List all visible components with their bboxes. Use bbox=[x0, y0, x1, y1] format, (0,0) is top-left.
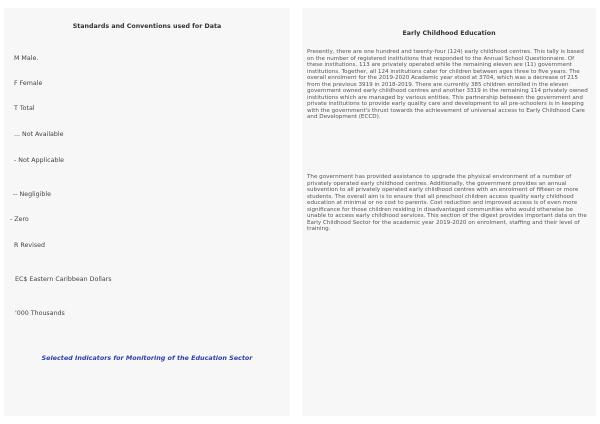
early-childhood-title: Early Childhood Education bbox=[402, 30, 496, 37]
abbr-not-available: ... Not Available bbox=[14, 131, 64, 138]
selected-indicators-link[interactable]: Selected Indicators for Monitoring of the Education Sector bbox=[41, 354, 253, 362]
standards-panel bbox=[4, 8, 290, 416]
paragraph-government-assistance: The government has provided assistance to upgrade the physical environment of a number of privately operated early childhood centres. Additionally, the government provides an annual subvention to all privately operated early childhood centres with an enrolment of fifteen or more students. The overall aim is to ensure that all preschool children access quality early childhood education at minimal or no cost to parents. Cost reduction and improved access is of even more significance for those children residing in disadvantaged communities who would otherwise be unable to access early childhood services. This section of the digest provides important data on the Early Childhood Sector for the academic year 2019-2020 on enrolment, staffing and their level of training. bbox=[307, 174, 587, 233]
abbr-total: T Total bbox=[14, 105, 35, 112]
early-childhood-panel bbox=[302, 8, 596, 416]
abbr-revised: R Revised bbox=[14, 242, 45, 249]
paragraph-enrolment: Presently, there are one hundred and twenty-four (124) early childhood centres. This tally is based on the number of registered institutions that responded to the Annual School Questionnaire. Of these institutions, 113 are privately operated while the remaining eleven are (11) government institutions. Together, all 124 institutions cater for children between ages three to five years. The overall enrolment for the 2019-2020 Academic year stood at 3704, which was a decrease of 215 from the previous 3919 in 2018-2019. There are currently 385 children enrolled in the eleven government owned early childhood centres and another 3319 in the remaining 114 privately owned institutions which are managed by various entities. This partnership between the government and private institutions to provide early quality care and development to all pre-schoolers is in keeping with the government's thrust towards the achievement of universal access to Early Childhood Care and Development (ECCD). bbox=[307, 49, 588, 121]
abbr-ec-dollars: EC$ Eastern Caribbean Dollars bbox=[15, 276, 112, 283]
abbr-zero: - Zero bbox=[10, 216, 29, 223]
abbr-female: F Female bbox=[14, 80, 43, 87]
standards-title: Standards and Conventions used for Data bbox=[72, 23, 222, 30]
abbr-male: M Male. bbox=[14, 55, 39, 62]
abbr-negligible: -- Negligible bbox=[13, 191, 51, 198]
abbr-not-applicable: - Not Applicable bbox=[14, 157, 65, 164]
abbr-thousands: '000 Thousands bbox=[15, 310, 65, 317]
